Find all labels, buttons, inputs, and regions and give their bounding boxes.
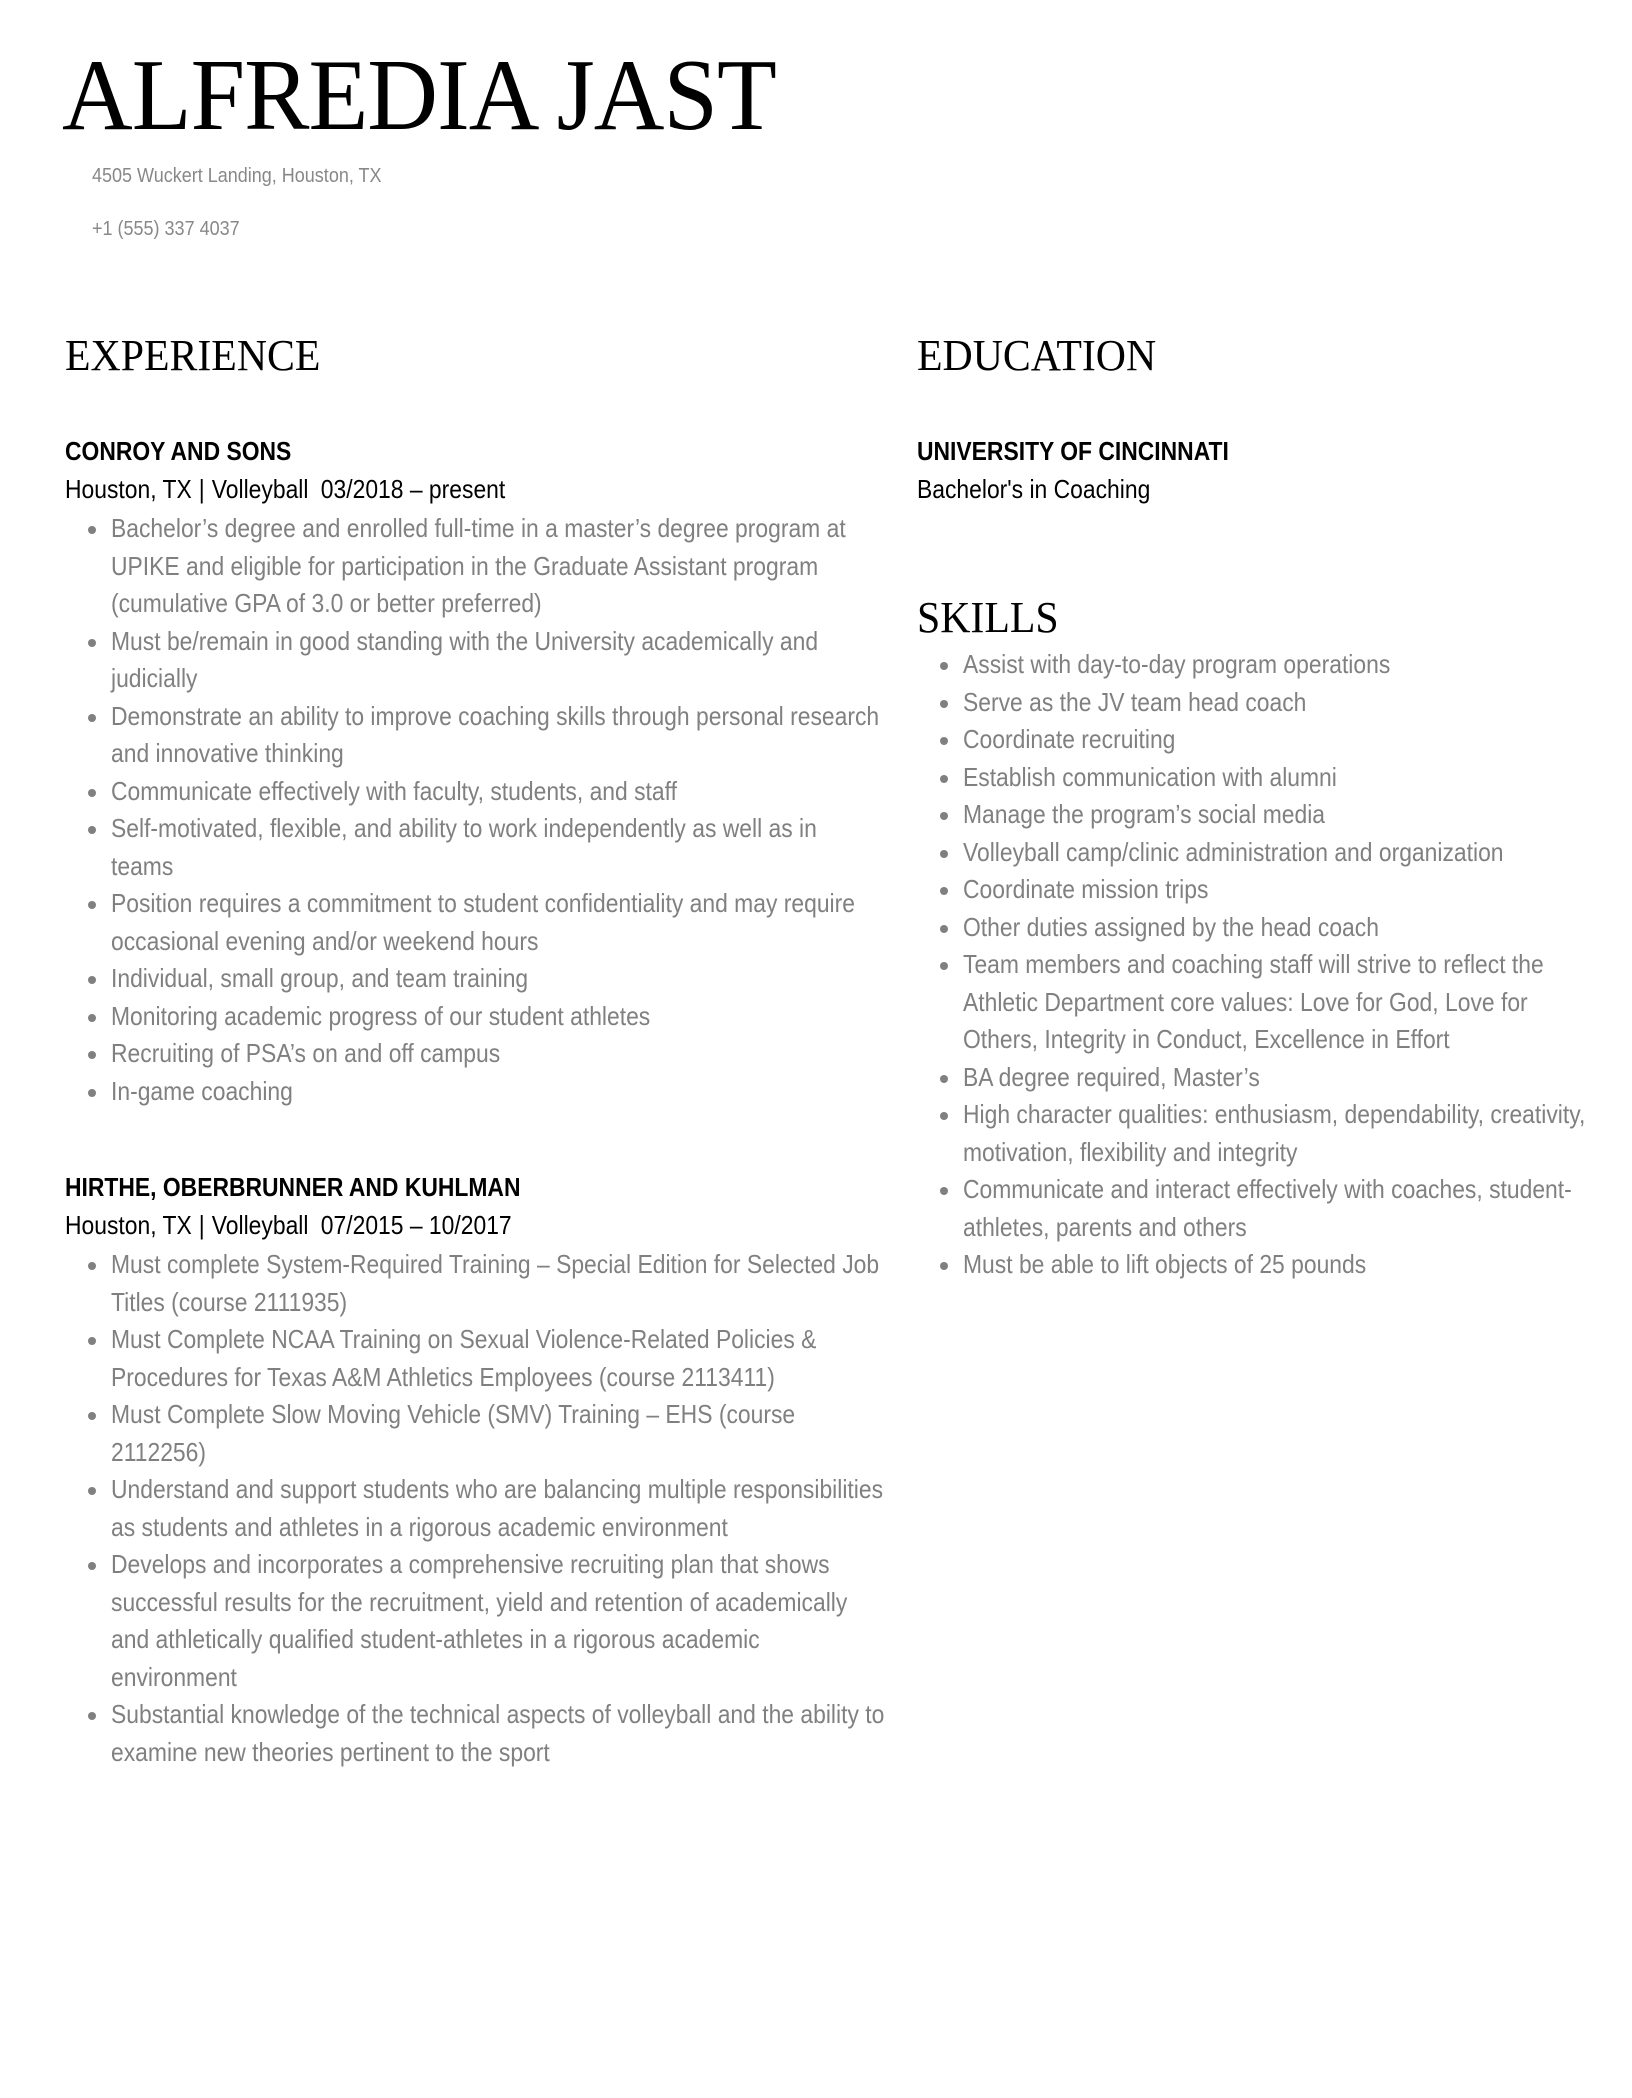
list-item	[65, 1696, 885, 1771]
bullet-icon	[940, 1187, 948, 1195]
list-item-text: Bachelor’s degree and enrolled full-time in a master’s degree program at UPIKE and eligible for participation in the Graduate Assistant program (cumulative GPA of 3.0 or better preferred)	[111, 513, 846, 618]
list-item-text: Demonstrate an ability to improve coaching skills through personal research and innovative thinking	[111, 700, 880, 768]
list-item	[917, 1059, 1597, 1097]
bullet-icon	[88, 1014, 96, 1022]
list-item	[65, 885, 885, 960]
candidate-name: ALFREDIA JAST	[62, 39, 776, 152]
list-item	[65, 1396, 885, 1471]
list-item	[917, 1096, 1597, 1171]
bullet-icon	[88, 1487, 96, 1495]
job-company: HIRTHE, OBERBRUNNER AND KUHLMAN	[65, 1172, 521, 1202]
job-location: Houston, TX	[65, 1210, 192, 1240]
bullet-icon	[940, 775, 948, 783]
list-item	[65, 623, 885, 698]
list-item-text: BA degree required, Master’s	[963, 1061, 1260, 1092]
list-item	[917, 721, 1597, 759]
list-item-text: Assist with day-to-day program operations	[963, 649, 1391, 679]
bullet-icon	[940, 1075, 948, 1083]
list-item	[917, 684, 1597, 722]
bullet-icon	[940, 1262, 948, 1270]
list-item-text: Substantial knowledge of the technical aspects of volleyball and the ability to examine new theories pertinent to the sport	[111, 1699, 885, 1767]
separator: |	[198, 474, 205, 504]
list-item-text: Position requires a commitment to student confidentiality and may require occasional evening and/or weekend hours	[111, 888, 855, 956]
list-item-text: Monitoring academic progress of our student athletes	[111, 1000, 651, 1031]
list-item	[65, 773, 885, 811]
list-item	[917, 1246, 1597, 1284]
skills-list	[917, 646, 1597, 1284]
list-item-text: In-game coaching	[111, 1075, 293, 1106]
bullet-icon	[940, 1112, 948, 1120]
list-item-text: Communicate and interact effectively with coaches, student-athletes, parents and others	[963, 1174, 1572, 1242]
list-item-text: Must Complete Slow Moving Vehicle (SMV) Training – EHS (course 2112256)	[111, 1399, 796, 1467]
list-item	[917, 909, 1597, 947]
job-bullets	[65, 510, 885, 1110]
job-meta	[65, 470, 787, 508]
sidebar-section	[917, 330, 1597, 1284]
bullet-icon	[940, 925, 948, 933]
bullet-icon	[88, 639, 96, 647]
list-item	[65, 1035, 885, 1073]
list-item-text: Must complete System-Required Training – Special Edition for Selected Job Titles (course 2111935)	[111, 1249, 880, 1317]
list-item	[917, 871, 1597, 909]
list-item	[65, 998, 885, 1036]
list-item	[65, 1471, 885, 1546]
list-item	[65, 960, 885, 998]
bullet-icon	[940, 812, 948, 820]
list-item-text: Must Complete NCAA Training on Sexual Violence-Related Policies & Procedures for Texas A&M Athletics Employees (course 2113411)	[111, 1324, 817, 1392]
job-meta	[65, 1206, 787, 1244]
list-item-text: Coordinate mission trips	[963, 874, 1209, 904]
list-item-text: Must be able to lift objects of 25 pounds	[963, 1249, 1367, 1279]
bullet-icon	[940, 887, 948, 895]
job-bullets	[65, 1246, 885, 1771]
phone-number: +1 (555) 337 4037	[92, 218, 240, 240]
job-company: CONROY AND SONS	[65, 436, 292, 466]
job-dates: 03/2018 – present	[320, 474, 506, 504]
skills-heading: SKILLS	[917, 593, 1059, 642]
list-item-text: Team members and coaching staff will strive to reflect the Athletic Department core values: Love for God, Love for Others, Integrity in Conduct, Excellence in Effort	[963, 949, 1544, 1054]
bullet-icon	[940, 700, 948, 708]
experience-section	[65, 330, 885, 1771]
list-item-text: Communicate effectively with faculty, students, and staff	[111, 775, 677, 806]
education-heading: EDUCATION	[917, 331, 1157, 380]
list-item-text: High character qualities: enthusiasm, dependability, creativity, motivation, flexibility and integrity	[963, 1099, 1586, 1167]
job-dates: 07/2015 – 10/2017	[320, 1210, 512, 1240]
list-item-text: Recruiting of PSA’s on and off campus	[111, 1038, 501, 1068]
list-item-text: Other duties assigned by the head coach	[963, 911, 1379, 942]
experience-heading: EXPERIENCE	[65, 331, 321, 380]
bullet-icon	[88, 1262, 96, 1270]
separator: |	[198, 1210, 205, 1240]
school-name: UNIVERSITY OF CINCINNATI	[917, 436, 1229, 466]
list-item	[917, 834, 1597, 872]
list-item	[65, 1321, 885, 1396]
bullet-icon	[88, 526, 96, 534]
list-item-text: Must be/remain in good standing with the University academically and judicially	[111, 625, 819, 693]
list-item	[65, 1546, 885, 1696]
bullet-icon	[88, 1337, 96, 1345]
bullet-icon	[88, 1051, 96, 1059]
bullet-icon	[88, 901, 96, 909]
bullet-icon	[940, 737, 948, 745]
list-item	[65, 1246, 885, 1321]
list-item	[65, 510, 885, 623]
job-entry	[65, 432, 885, 1110]
bullet-icon	[88, 976, 96, 984]
bullet-icon	[88, 1562, 96, 1570]
bullet-icon	[940, 962, 948, 970]
list-item-text: Establish communication with alumni	[963, 761, 1337, 792]
bullet-icon	[88, 714, 96, 722]
list-item-text: Manage the program’s social media	[963, 799, 1326, 829]
degree: Bachelor's in Coaching	[917, 474, 1151, 504]
job-location: Houston, TX	[65, 474, 192, 504]
list-item-text: Coordinate recruiting	[963, 724, 1176, 754]
list-item-text: Self-motivated, flexible, and ability to work independently as well as in teams	[111, 813, 817, 881]
list-item-text: Serve as the JV team head coach	[963, 686, 1307, 717]
education-entry	[917, 432, 1597, 508]
bullet-icon	[88, 1712, 96, 1720]
list-item	[917, 946, 1597, 1059]
list-item-text: Understand and support students who are balancing multiple responsibilities as students and athletes in a rigorous academic environment	[111, 1474, 884, 1542]
bullet-icon	[940, 662, 948, 670]
list-item	[65, 1073, 885, 1111]
bullet-icon	[88, 789, 96, 797]
bullet-icon	[88, 826, 96, 834]
list-item-text: Volleyball camp/clinic administration and organization	[963, 836, 1504, 867]
address: 4505 Wuckert Landing, Houston, TX	[92, 165, 382, 187]
bullet-icon	[88, 1412, 96, 1420]
list-item	[917, 796, 1597, 834]
list-item	[917, 1171, 1597, 1246]
bullet-icon	[940, 850, 948, 858]
job-role: Volleyball	[211, 1210, 309, 1240]
list-item	[65, 698, 885, 773]
job-entry	[65, 1168, 885, 1771]
list-item-text: Individual, small group, and team training	[111, 963, 529, 993]
job-role: Volleyball	[211, 474, 309, 504]
list-item-text: Develops and incorporates a comprehensive recruiting plan that shows successful results for the recruitment, yield and retention of academically and athletically qualified student-athletes in a rigorous academic environment	[111, 1549, 848, 1692]
list-item	[917, 759, 1597, 797]
list-item	[65, 810, 885, 885]
bullet-icon	[88, 1089, 96, 1097]
list-item	[917, 646, 1597, 684]
